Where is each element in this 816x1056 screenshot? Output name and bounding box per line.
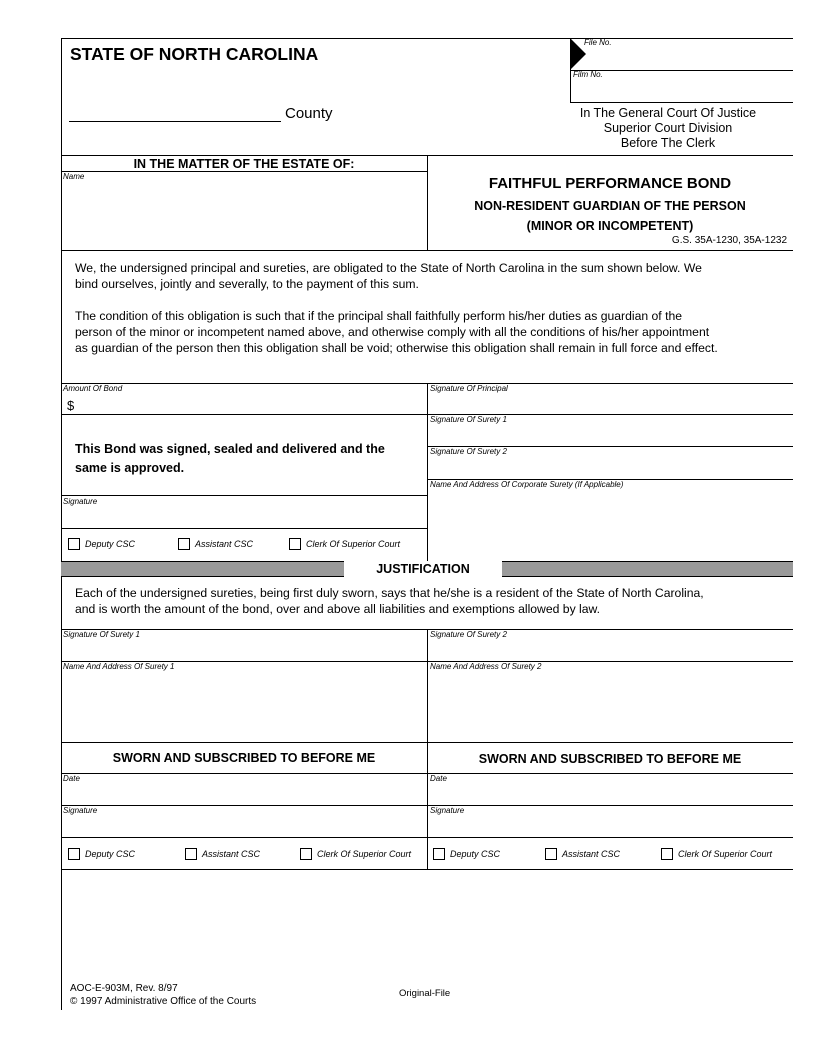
- state-title: STATE OF NORTH CAROLINA: [70, 44, 319, 64]
- file-box-bottom: [570, 102, 793, 103]
- paragraph-1-line-1: We, the undersigned principal and sureties, are obligated to the State of North Carolina in the sum shown below. We: [75, 261, 702, 275]
- checkbox-assistant-csc[interactable]: [178, 538, 253, 550]
- paragraph-2-line-3: as guardian of the person then this obligation shall be void; otherwise this obligation shall remain in full force and effect.: [75, 341, 718, 355]
- checkbox-box[interactable]: [178, 538, 190, 550]
- paragraph-2-line-2: person of the minor or incompetent named above, and otherwise comply with all the conditions of his/her appointment: [75, 325, 710, 339]
- sig-principal-field[interactable]: [430, 394, 792, 413]
- checkbox-deputy-label: Deputy CSC: [85, 849, 136, 859]
- divider-bond: [427, 383, 428, 561]
- dollar-sign: $: [67, 398, 75, 413]
- corporate-surety-label: Name And Address Of Corporate Surety (If Applicable): [430, 480, 624, 489]
- form-title: FAITHFUL PERFORMANCE BOND: [488, 175, 732, 192]
- date-label-right: Date: [430, 774, 447, 783]
- signature-label-left: Signature: [63, 806, 98, 815]
- sig-surety1-field[interactable]: [430, 425, 792, 445]
- paragraph-2: [75, 308, 718, 356]
- sworn-heading-right: SWORN AND SUBSCRIBED TO BEFORE ME: [478, 752, 742, 766]
- checkbox-deputy-label: Deputy CSC: [450, 849, 501, 859]
- checkbox-assistant-label: Assistant CSC: [195, 539, 254, 549]
- divider-justification: [427, 629, 428, 869]
- date-field-right[interactable]: [430, 784, 792, 804]
- checkbox-clerk-label: Clerk Of Superior Court: [306, 539, 401, 549]
- checkbox-clerk-label: Clerk Of Superior Court: [678, 849, 773, 859]
- file-no-field[interactable]: [588, 48, 792, 68]
- copyright: © 1997 Administrative Office of the Courts: [70, 996, 257, 1007]
- corporate-surety-field[interactable]: [430, 490, 792, 558]
- checkbox-clerk-left[interactable]: [300, 848, 411, 860]
- date-field-left[interactable]: [63, 784, 425, 804]
- approval-statement: [75, 440, 385, 478]
- form-number: AOC-E-903M, Rev. 8/97: [70, 983, 178, 994]
- row-line: [61, 528, 427, 529]
- sig-surety1-label: Signature Of Surety 1: [430, 415, 507, 424]
- row-line: [61, 837, 793, 838]
- checkbox-deputy-csc-left[interactable]: [68, 848, 135, 860]
- top-border: [61, 38, 570, 39]
- checkbox-box[interactable]: [68, 848, 80, 860]
- checkbox-box[interactable]: [68, 538, 80, 550]
- form-subtitle-1: NON-RESIDENT GUARDIAN OF THE PERSON: [474, 199, 746, 213]
- row-line: [61, 495, 427, 496]
- checkbox-clerk[interactable]: [289, 538, 400, 550]
- left-border: [61, 38, 62, 1010]
- court-line-2: Superior Court Division: [603, 121, 733, 135]
- section-line: [61, 250, 793, 251]
- signature-field-right[interactable]: [430, 816, 792, 836]
- row-line: [61, 414, 427, 415]
- checkbox-assistant-label: Assistant CSC: [202, 849, 261, 859]
- row-line: [61, 742, 793, 743]
- signature-label: Signature: [63, 497, 98, 506]
- paragraph-1: [75, 260, 702, 292]
- checkbox-assistant-csc-left[interactable]: [185, 848, 260, 860]
- justification-heading: JUSTIFICATION: [344, 561, 502, 577]
- county-label: County: [285, 105, 333, 122]
- file-box-mid: [570, 70, 793, 71]
- film-no-field[interactable]: [573, 80, 792, 100]
- checkbox-clerk-label: Clerk Of Superior Court: [317, 849, 412, 859]
- justification-text: [75, 585, 704, 617]
- amount-of-bond-field[interactable]: [78, 395, 424, 413]
- checkbox-deputy-csc[interactable]: [68, 538, 135, 550]
- sig-surety2-field[interactable]: [430, 457, 792, 477]
- county-blank[interactable]: [69, 121, 281, 122]
- film-no-label: Film No.: [573, 70, 603, 79]
- file-no-label: File No.: [584, 38, 612, 47]
- estate-heading: IN THE MATTER OF THE ESTATE OF:: [133, 157, 355, 171]
- checkbox-deputy-label: Deputy CSC: [85, 539, 136, 549]
- checkbox-assistant-label: Assistant CSC: [562, 849, 621, 859]
- checkbox-box[interactable]: [545, 848, 557, 860]
- addr-surety2-label: Name And Address Of Surety 2: [430, 662, 542, 671]
- name-label: Name: [63, 172, 85, 181]
- checkbox-assistant-csc-right[interactable]: [545, 848, 620, 860]
- sig-surety2-label: Signature Of Surety 2: [430, 447, 507, 456]
- just-sig-surety1-field[interactable]: [63, 640, 425, 659]
- just-sig-surety2-field[interactable]: [430, 640, 792, 659]
- sig-principal-label: Signature Of Principal: [430, 384, 508, 393]
- just-sig-surety2-label: Signature Of Surety 2: [430, 630, 507, 639]
- date-label-left: Date: [63, 774, 80, 783]
- justification-line-1: Each of the undersigned sureties, being first duly sworn, says that he/she is a resident of the State of North Carolina,: [75, 586, 704, 600]
- copy-designation: Original-File: [399, 988, 451, 999]
- checkbox-deputy-csc-right[interactable]: [433, 848, 500, 860]
- checkbox-box[interactable]: [289, 538, 301, 550]
- addr-surety1-label: Name And Address Of Surety 1: [63, 662, 175, 671]
- amount-of-bond-label: Amount Of Bond: [63, 384, 123, 393]
- signature-label-right: Signature: [430, 806, 465, 815]
- checkbox-box[interactable]: [433, 848, 445, 860]
- clerk-signature-field[interactable]: [63, 507, 425, 527]
- approval-line-1: This Bond was signed, sealed and delivered and the: [75, 442, 385, 456]
- checkbox-box[interactable]: [300, 848, 312, 860]
- paragraph-1-line-2: bind ourselves, jointly and severally, to the payment of this sum.: [75, 277, 419, 291]
- estate-heading-line: [61, 171, 427, 172]
- row-line: [61, 869, 793, 870]
- court-line-3: Before The Clerk: [620, 136, 716, 150]
- addr-surety1-field[interactable]: [63, 672, 425, 740]
- justification-line-2: and is worth the amount of the bond, over and above all liabilities and exemptions allowed by law.: [75, 602, 601, 616]
- paragraph-2-line-1: The condition of this obligation is such that if the principal shall faithfully perform his/her duties as guardian of the: [75, 309, 683, 323]
- signature-field-left[interactable]: [63, 816, 425, 836]
- checkbox-box[interactable]: [661, 848, 673, 860]
- form-subtitle-2: (MINOR OR INCOMPETENT): [526, 219, 694, 233]
- statute-reference: G.S. 35A-1230, 35A-1232: [671, 235, 787, 246]
- court-line-1: In The General Court Of Justice: [579, 106, 757, 120]
- sworn-heading-left: SWORN AND SUBSCRIBED TO BEFORE ME: [112, 751, 376, 765]
- just-sig-surety1-label: Signature Of Surety 1: [63, 630, 140, 639]
- checkbox-box[interactable]: [185, 848, 197, 860]
- approval-line-2: same is approved.: [75, 461, 185, 475]
- estate-name-field[interactable]: [63, 182, 425, 248]
- checkbox-clerk-right[interactable]: [661, 848, 772, 860]
- row-line: [61, 773, 793, 774]
- addr-surety2-field[interactable]: [430, 672, 792, 740]
- row-line: [61, 805, 793, 806]
